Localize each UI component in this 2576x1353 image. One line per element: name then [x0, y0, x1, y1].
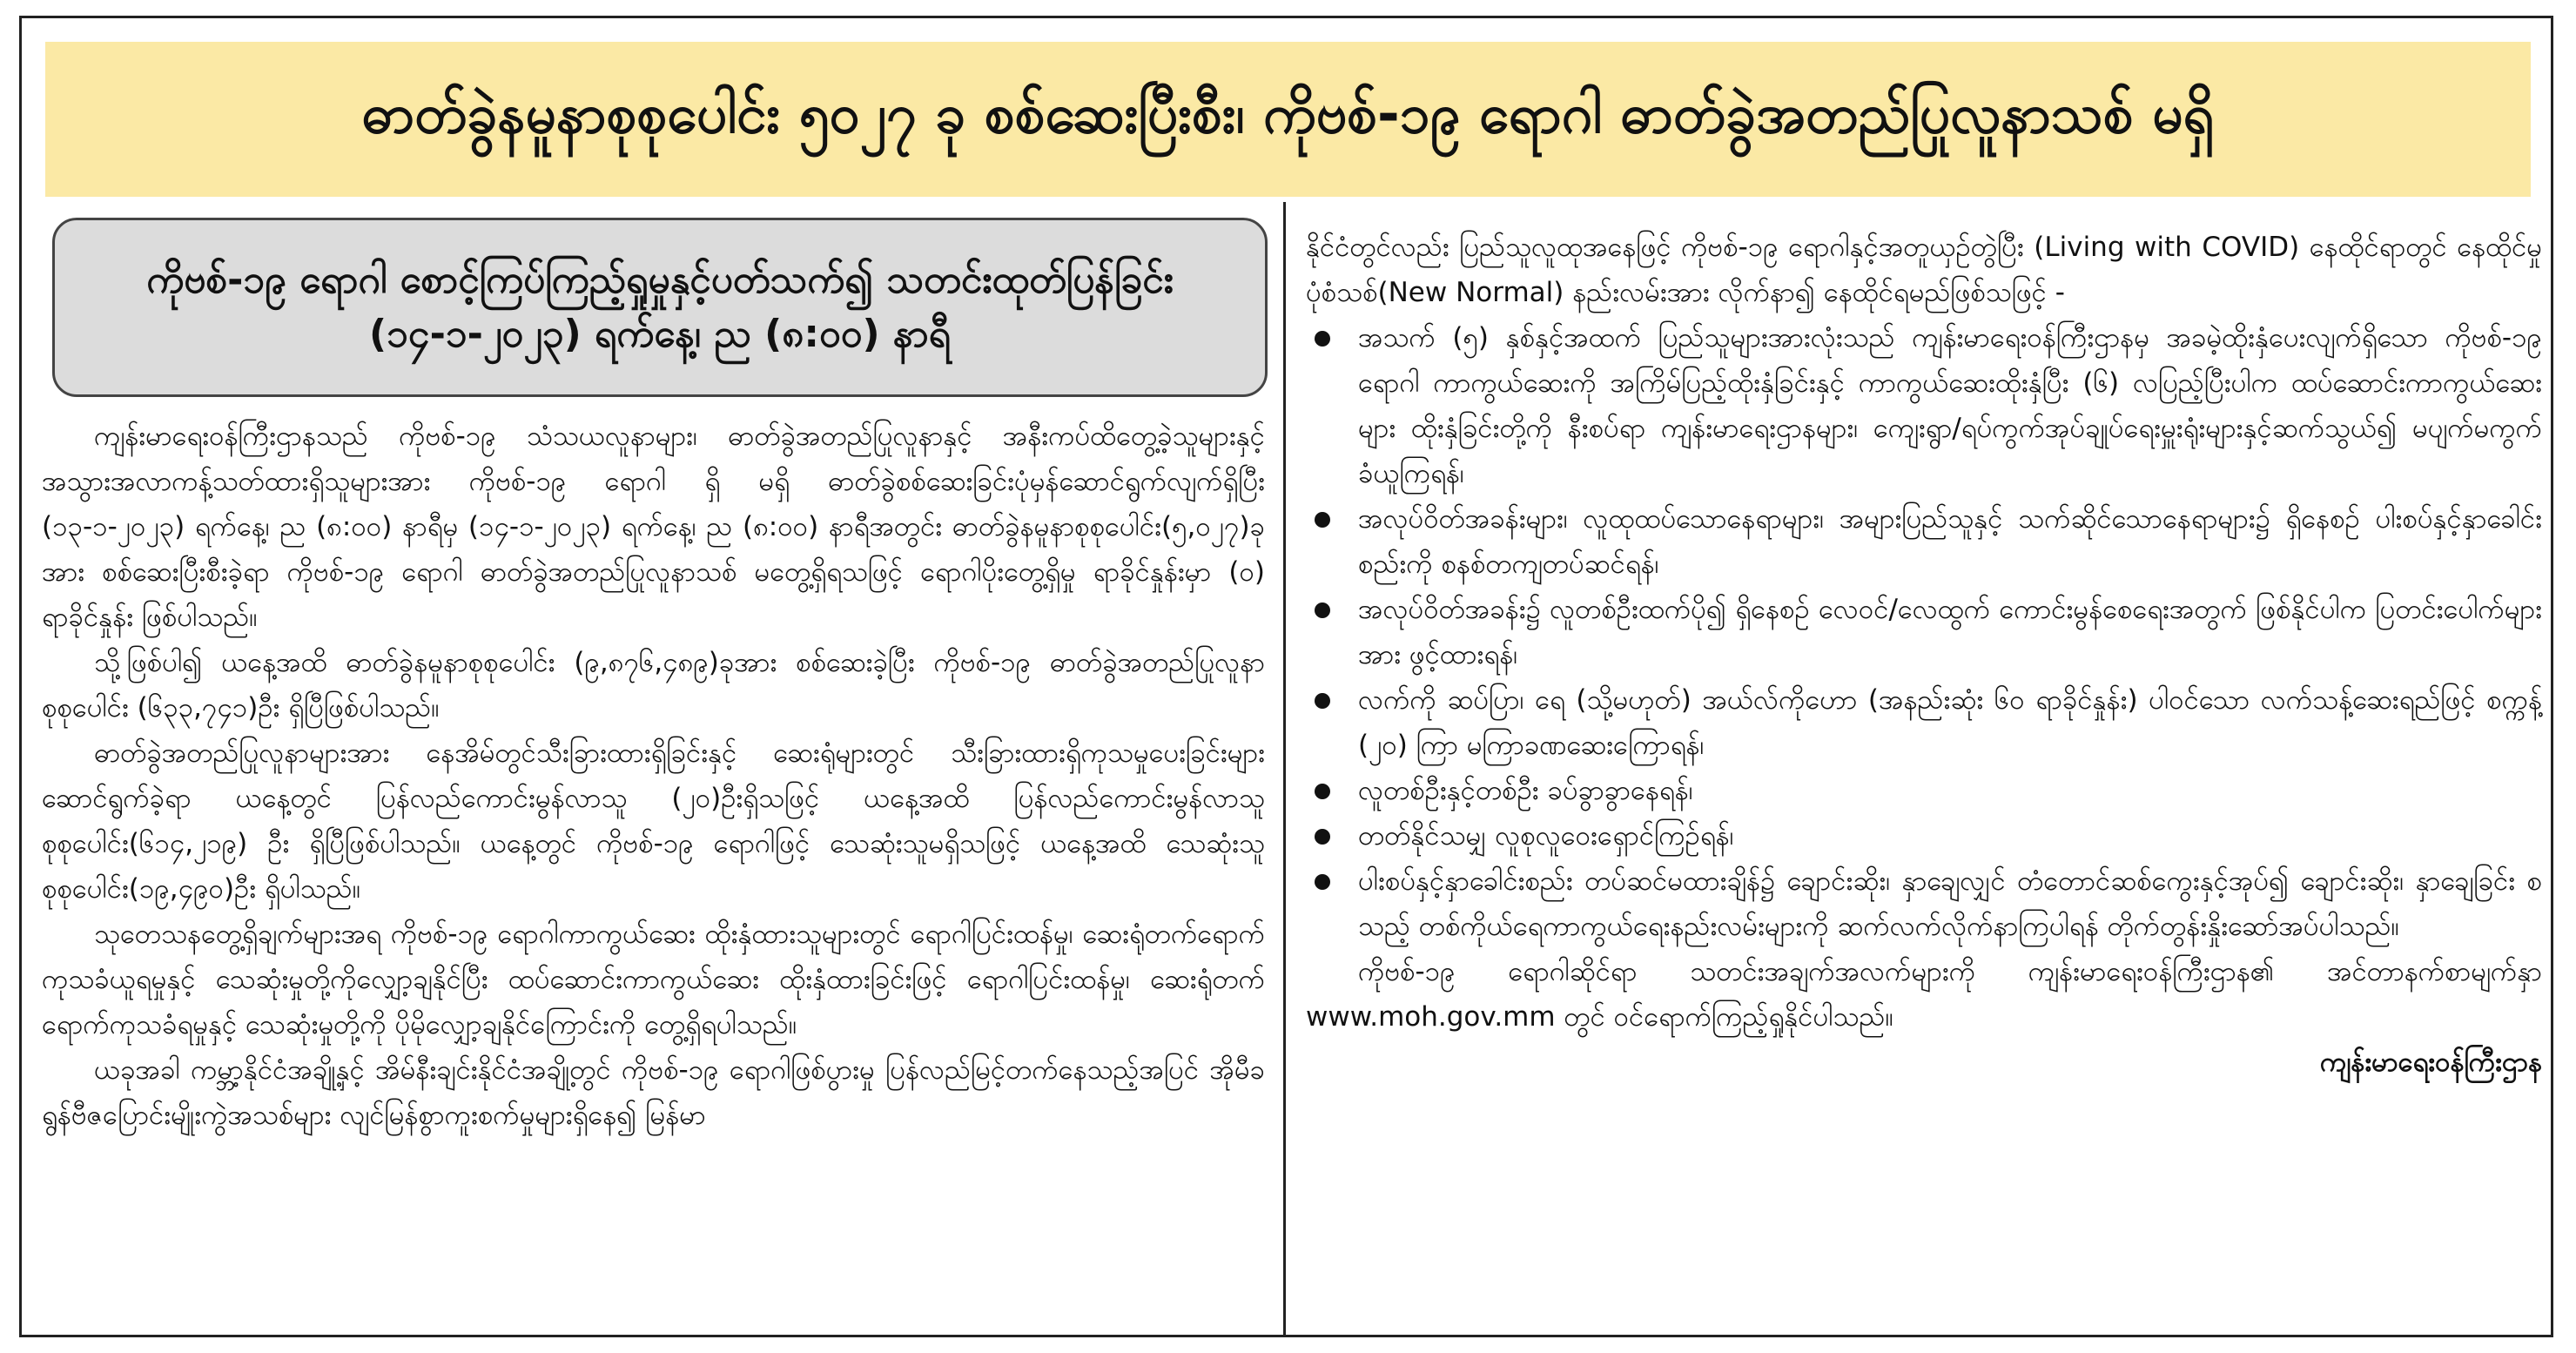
- paragraph: ဓာတ်ခွဲအတည်ပြုလူနာများအား နေအိမ်တွင်သီးခြားထားရှိခြင်းနှင့် ဆေးရုံများတွင် သီးခြားထားရှိကုသမှုပေးခြင်းများဆောင်ရွက်ခဲ့ရာ ယနေ့တွင် ပြန်လည်ကောင်းမွန်လာသူ (၂၀)ဦးရှိသဖြင့် ယနေ့အထိ ပြန်လည်ကောင်းမွန်လာသူ စုစုပေါင်း(၆၁၄,၂၁၉) ဦး ရှိပြီဖြစ်ပါသည်။ ယနေ့တွင် ကိုဗစ်-၁၉ ရောဂါဖြင့် သေဆုံးသူမရှိသဖြင့် ယနေ့အထိ သေဆုံးသူစုစုပေါင်း(၁၉,၄၉၀)ဦး ရှိပါသည်။: [42, 737, 1265, 905]
- signature: ကျန်းမာရေးဝန်ကြီးဌာန: [2320, 1047, 2542, 1078]
- paragraph: ယခုအခါ ကမ္ဘာ့နိုင်ငံအချို့နှင့် အိမ်နီးချင်းနိုင်ငံအချို့တွင် ကိုဗစ်-၁၉ ရောဂါဖြစ်ပွားမှု ပြန်လည်မြင့်တက်နေသည့်အပြင် အိုမီခရွန်ဗီဇပြောင်းမျိုးကွဲအသစ်များ လျင်မြန်စွာကူးစက်မှုများရှိနေ၍ မြန်မာ: [42, 1054, 1265, 1131]
- headline: ဓာတ်ခွဲနမူနာစုစုပေါင်း ၅၀၂၇ ခု စစ်ဆေးပြီးစီး၊ ကိုဗစ်-၁၉ ရောဂါ ဓာတ်ခွဲအတည်ပြုလူနာသစ် မရှိ: [361, 81, 2215, 145]
- bullet-icon: [1315, 693, 1330, 709]
- right-body-text: [1306, 225, 2542, 1085]
- bullet-icon: [1315, 512, 1330, 528]
- list-item: [1306, 858, 2542, 949]
- headline-banner: [45, 42, 2531, 197]
- bullet-icon: [1315, 874, 1330, 890]
- list-item-text: ပါးစပ်နှင့်နှာခေါင်းစည်း တပ်ဆင်မထားချိန်၌ ချောင်းဆိုး၊ နှာချေလျှင် တံတောင်ဆစ်ကွေးနှင့်အုပ်၍ ချောင်းဆိုး၊ နှာချေခြင်း စသည့် တစ်ကိုယ်ရေကာကွယ်ရေးနည်းလမ်းများကို ဆက်လက်လိုက်နာကြပါရန် တိုက်တွန်းနှိုးဆော်အပ်ပါသည်။: [1358, 865, 2542, 942]
- right-intro: နိုင်ငံတွင်လည်း ပြည်သူလူထုအနေဖြင့် ကိုဗစ်-၁၉ ရောဂါနှင့်အတူယှဉ်တွဲပြီး (Living with COVID) နေထိုင်ရာတွင် နေထိုင်မှုပုံစံသစ်(New Normal) နည်းလမ်းအား လိုက်နာ၍ နေထိုင်ရမည်ဖြစ်သဖြင့် -: [1306, 232, 2542, 308]
- left-body-text: [42, 414, 1265, 1138]
- bullet-icon: [1315, 784, 1330, 799]
- press-release-date: (၁၄-၁-၂၀၂၃) ရက်နေ့၊ ည (၈:၀၀) နာရီ: [368, 312, 952, 356]
- paragraph: သို့ဖြစ်ပါ၍ ယနေ့အထိ ဓာတ်ခွဲနမူနာစုစုပေါင်း (၉,၈၇၆,၄၈၉)ခုအား စစ်ဆေးခဲ့ပြီး ကိုဗစ်-၁၉ ဓာတ်ခွဲအတည်ပြုလူနာ စုစုပေါင်း (၆၃၃,၇၄၁)ဦး ရှိပြီဖြစ်ပါသည်။: [42, 647, 1265, 724]
- list-item: [1306, 677, 2542, 768]
- bullet-icon: [1315, 331, 1330, 347]
- press-release-box: [52, 218, 1268, 397]
- list-item: [1306, 496, 2542, 587]
- list-item-text: အသက် (၅) နှစ်နှင့်အထက် ပြည်သူများအားလုံးသည် ကျန်းမာရေးဝန်ကြီးဌာနမှ အခမဲ့ထိုးနှံပေးလျက်ရှိသော ကိုဗစ်-၁၉ ရောဂါ ကာကွယ်ဆေးကို အကြိမ်ပြည့်ထိုးနှံခြင်းနှင့် ကာကွယ်ဆေးထိုးနှံပြီး (၆) လပြည့်ပြီးပါက ထပ်ဆောင်းကာကွယ်ဆေးများ ထိုးနှံခြင်းတို့ကို နီးစပ်ရာ ကျန်းမာရေးဌာနများ၊ ကျေးရွာ/ရပ်ကွက်အုပ်ချုပ်ရေးမှူးရုံးများနှင့်ဆက်သွယ်၍ မပျက်မကွက် ခံယူကြရန်၊: [1358, 322, 2542, 489]
- closing-paragraph: ကိုဗစ်-၁၉ ရောဂါဆိုင်ရာ သတင်းအချက်အလက်များကို ကျန်းမာရေးဝန်ကြီးဌာန၏ အင်တာနက်စာမျက်နှာ www.moh.gov.mm တွင် ဝင်ရောက်ကြည့်ရှုနိုင်ပါသည်။: [1306, 956, 2542, 1033]
- list-item-text: အလုပ်ဝိတ်အခန်းများ၊ လူထုထပ်သောနေရာများ၊ အများပြည်သူနှင့် သက်ဆိုင်သောနေရာများ၌ ရှိနေစဉ် ပါးစပ်နှင့်နှာခေါင်းစည်းကို စနစ်တကျတပ်ဆင်ရန်၊: [1358, 503, 2542, 580]
- list-item-text: တတ်နိုင်သမျှ လူစုလူဝေးရှောင်ကြဉ်ရန်၊: [1358, 820, 1734, 852]
- press-release-title: ကိုဗစ်-၁၉ ရောဂါ စောင့်ကြပ်ကြည့်ရှုမှုနှင့်ပတ်သက်၍ သတင်းထုတ်ပြန်ခြင်း: [146, 258, 1174, 302]
- bullet-icon: [1315, 829, 1330, 845]
- paragraph: ကျန်းမာရေးဝန်ကြီးဌာနသည် ကိုဗစ်-၁၉ သံသယလူနာများ၊ ဓာတ်ခွဲအတည်ပြုလူနာနှင့် အနီးကပ်ထိတွေ့ခဲ့သူများနှင့် အသွားအလာကန့်သတ်ထားရှိသူများအား ကိုဗစ်-၁၉ ရောဂါ ရှိ မရှိ ဓာတ်ခွဲစစ်ဆေးခြင်းပုံမှန်ဆောင်ရွက်လျက်ရှိပြီး (၁၃-၁-၂၀၂၃) ရက်နေ့၊ ည (၈:၀၀) နာရီမှ (၁၄-၁-၂၀၂၃) ရက်နေ့၊ ည (၈:၀၀) နာရီအတွင်း ဓာတ်ခွဲနမူနာစုစုပေါင်း(၅,၀၂၇)ခုအား စစ်ဆေးပြီးစီးခဲ့ရာ ကိုဗစ်-၁၉ ရောဂါ ဓာတ်ခွဲအတည်ပြုလူနာသစ် မတွေ့ရှိရသဖြင့် ရောဂါပိုးတွေ့ရှိမှု ရာခိုင်နှုန်းမှာ (၀) ရာခိုင်နှုန်း ဖြစ်ပါသည်။: [42, 421, 1265, 633]
- list-item: [1306, 813, 2542, 858]
- list-item-text: လူတစ်ဦးနှင့်တစ်ဦး ခပ်ခွာခွာနေရန်၊: [1358, 775, 1693, 806]
- bullet-icon: [1315, 602, 1330, 618]
- paragraph: သုတေသနတွေ့ရှိချက်များအရ ကိုဗစ်-၁၉ ရောဂါကာကွယ်ဆေး ထိုးနှံထားသူများတွင် ရောဂါပြင်းထန်မှု၊ ဆေးရုံတက်ရောက်ကုသခံယူရမှုနှင့် သေဆုံးမှုတို့ကိုလျှော့ချနိုင်ပြီး ထပ်ဆောင်းကာကွယ်ဆေး ထိုးနှံထားခြင်းဖြင့် ရောဂါပြင်းထန်မှု၊ ဆေးရုံတက်ရောက်ကုသခံရမှုနှင့် သေဆုံးမှုတို့ကို ပိုမိုလျှော့ချနိုင်ကြောင်းကို တွေ့ရှိရပါသည်။: [42, 919, 1265, 1040]
- list-item-text: လက်ကို ဆပ်ပြာ၊ ရေ (သို့မဟုတ်) အယ်လ်ကိုဟော (အနည်းဆုံး ၆၀ ရာခိုင်နှုန်း) ပါဝင်သော လက်သန့်ဆေးရည်ဖြင့် စက္ကန့် (၂၀) ကြာ မကြာခဏဆေးကြောရန်၊: [1358, 684, 2542, 761]
- guideline-list: [1306, 315, 2542, 949]
- list-item-text: အလုပ်ဝိတ်အခန်း၌ လူတစ်ဦးထက်ပို၍ ရှိနေစဉ် လေဝင်/လေထွက် ကောင်းမွန်စေရေးအတွက် ဖြစ်နိုင်ပါက ပြတင်းပေါက်များအား ဖွင့်ထားရန်၊: [1358, 594, 2542, 670]
- list-item: [1306, 315, 2542, 496]
- list-item: [1306, 768, 2542, 813]
- list-item: [1306, 587, 2542, 677]
